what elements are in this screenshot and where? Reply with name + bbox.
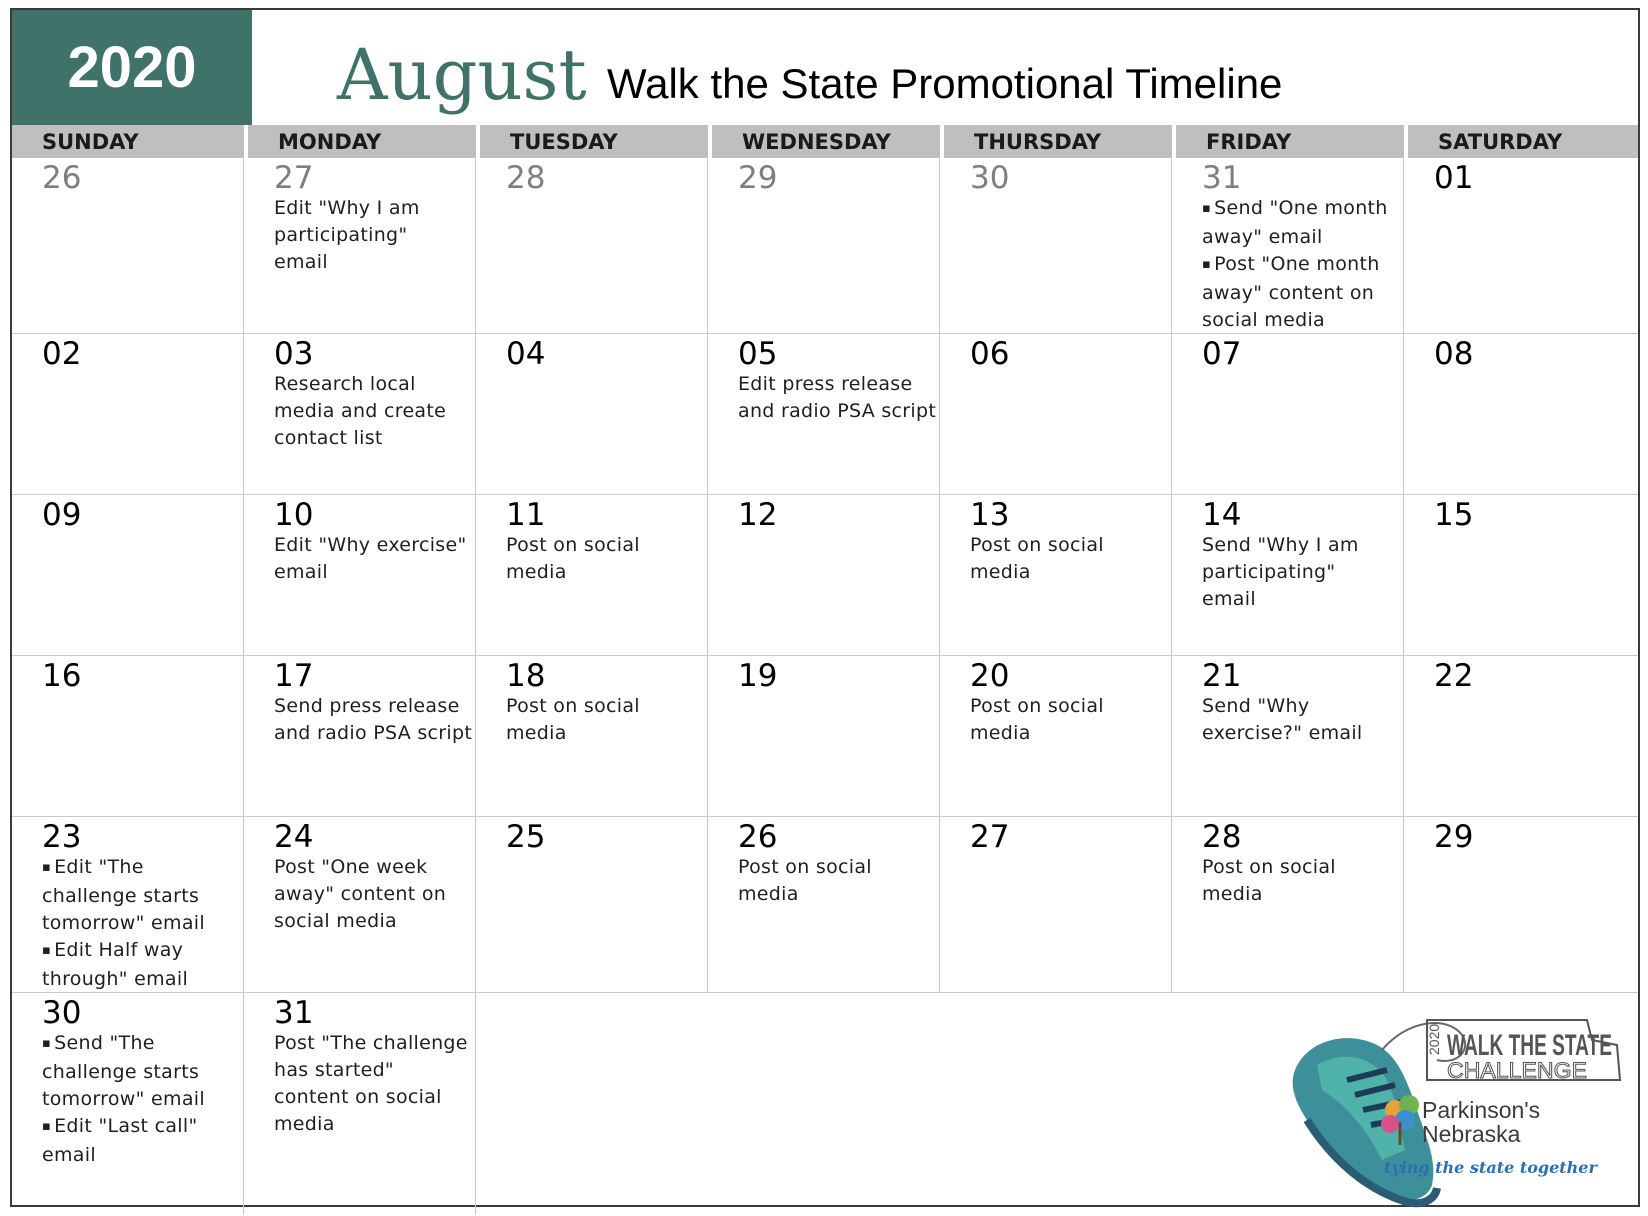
task-line: Edit "Why I am — [274, 197, 420, 219]
logo-tagline: tying the state together — [1384, 1158, 1597, 1177]
day-cell-sunday — [12, 158, 244, 334]
task-line: tomorrow" email — [42, 1088, 205, 1110]
day-number: 29 — [1434, 819, 1474, 855]
task-line: email — [42, 1144, 96, 1166]
task-line: participating" — [274, 224, 408, 246]
day-number: 28 — [1202, 819, 1242, 855]
day-cell-sunday — [12, 993, 244, 1215]
day-number: 20 — [970, 658, 1010, 694]
day-cell-tuesday — [476, 817, 708, 993]
task-line: Post on social — [970, 534, 1104, 556]
task-note — [1202, 854, 1403, 908]
weekday-header-monday: MONDAY — [244, 125, 476, 158]
task-line: media — [506, 561, 567, 583]
logo-org-line1: Parkinson's — [1422, 1097, 1541, 1123]
weekday-header-tuesday: TUESDAY — [476, 125, 708, 158]
day-cell-tuesday — [476, 656, 708, 817]
day-number: 26 — [738, 819, 778, 855]
page-title: Walk the State Promotional Timeline — [607, 60, 1283, 107]
day-cell-monday — [244, 495, 476, 656]
day-number: 26 — [42, 160, 82, 196]
task-note — [274, 1030, 475, 1138]
task-line: ▪ Send "One month — [1202, 195, 1403, 224]
day-number: 24 — [274, 819, 314, 855]
day-number: 29 — [738, 160, 778, 196]
task-line: Post "One week — [274, 856, 428, 878]
task-line: social media — [1202, 309, 1325, 331]
task-line: ▪ Edit "The — [42, 854, 243, 883]
task-line: Send "Why I am — [1202, 534, 1359, 556]
task-line: Post on social — [1202, 856, 1336, 878]
calendar-empty-cell — [708, 993, 940, 1215]
task-note — [506, 693, 707, 747]
month-title: August — [337, 34, 587, 116]
logo-title-text: WALK THE STATE — [1447, 1029, 1612, 1062]
task-line: away" email — [1202, 226, 1323, 248]
task-line: media — [274, 1113, 335, 1135]
task-line: media — [970, 722, 1031, 744]
weekday-header-friday: FRIDAY — [1172, 125, 1404, 158]
day-number: 18 — [506, 658, 546, 694]
task-note — [970, 532, 1171, 586]
task-line: Post on social — [738, 856, 872, 878]
day-cell-thursday — [940, 334, 1172, 495]
day-number: 14 — [1202, 497, 1242, 533]
task-line: media — [738, 883, 799, 905]
day-cell-sunday — [12, 334, 244, 495]
task-line: email — [274, 561, 328, 583]
task-note — [738, 854, 939, 908]
day-number: 23 — [42, 819, 82, 855]
day-cell-thursday — [940, 158, 1172, 334]
task-line: media — [1202, 883, 1263, 905]
day-cell-tuesday — [476, 495, 708, 656]
task-line: and radio PSA script — [738, 400, 937, 422]
day-cell-monday — [244, 817, 476, 993]
logo-challenge-text: CHALLENGE — [1447, 1058, 1587, 1083]
task-line: has started" — [274, 1059, 394, 1081]
task-note — [1202, 532, 1403, 613]
task-line: Send press release — [274, 695, 460, 717]
day-cell-wednesday — [708, 817, 940, 993]
task-line: tomorrow" email — [42, 912, 205, 934]
year-banner — [12, 10, 252, 125]
day-number: 19 — [738, 658, 778, 694]
logo-wordmark — [1426, 1020, 1620, 1083]
task-note — [274, 371, 475, 452]
day-number: 04 — [506, 336, 546, 372]
task-note — [42, 854, 243, 993]
task-line: ▪ Post "One month — [1202, 251, 1403, 280]
day-cell-friday — [1172, 495, 1404, 656]
task-note — [274, 195, 475, 276]
day-number: 07 — [1202, 336, 1242, 372]
task-note — [738, 371, 939, 425]
task-line: challenge starts — [42, 885, 200, 907]
task-line: challenge starts — [42, 1061, 200, 1083]
task-line: away" content on — [1202, 282, 1375, 304]
weekday-header-wednesday: WEDNESDAY — [708, 125, 940, 158]
task-line: Send "Why — [1202, 695, 1310, 717]
task-note — [42, 1030, 243, 1169]
day-cell-monday — [244, 158, 476, 334]
day-cell-wednesday — [708, 656, 940, 817]
walk-the-state-logo — [1287, 1010, 1642, 1210]
day-number: 05 — [738, 336, 778, 372]
task-note — [274, 854, 475, 935]
day-number: 15 — [1434, 497, 1474, 533]
day-cell-sunday — [12, 495, 244, 656]
day-cell-friday — [1172, 656, 1404, 817]
day-cell-wednesday — [708, 158, 940, 334]
day-number: 08 — [1434, 336, 1474, 372]
task-line: Post on social — [970, 695, 1104, 717]
task-note — [1202, 693, 1403, 747]
day-cell-saturday — [1404, 817, 1638, 993]
task-line: media — [506, 722, 567, 744]
day-number: 27 — [274, 160, 314, 196]
day-cell-sunday — [12, 817, 244, 993]
day-number: 17 — [274, 658, 314, 694]
task-line: media and create — [274, 400, 447, 422]
task-line: ▪ Edit Half way — [42, 937, 243, 966]
logo-org-line2: Nebraska — [1422, 1121, 1521, 1147]
day-number: 03 — [274, 336, 314, 372]
task-line: Edit press release — [738, 373, 913, 395]
task-note — [274, 532, 475, 586]
calendar-sheet — [10, 8, 1640, 1207]
weekday-header-sunday: SUNDAY — [12, 125, 244, 158]
day-number: 13 — [970, 497, 1010, 533]
task-note — [274, 693, 475, 747]
day-number: 30 — [42, 995, 82, 1031]
day-cell-thursday — [940, 495, 1172, 656]
task-line: Edit "Why exercise" — [274, 534, 467, 556]
weekday-header-thursday: THURSDAY — [940, 125, 1172, 158]
day-number: 28 — [506, 160, 546, 196]
year-label: 2020 — [67, 35, 197, 100]
day-cell-monday — [244, 334, 476, 495]
day-number: 01 — [1434, 160, 1474, 196]
task-line: ▪ Edit "Last call" — [42, 1113, 243, 1142]
day-cell-friday — [1172, 817, 1404, 993]
task-line: ▪ Send "The — [42, 1030, 243, 1059]
day-number: 22 — [1434, 658, 1474, 694]
calendar-empty-cell — [940, 993, 1172, 1215]
day-cell-wednesday — [708, 495, 940, 656]
task-line: contact list — [274, 427, 383, 449]
task-line: participating" — [1202, 561, 1336, 583]
day-number: 31 — [274, 995, 314, 1031]
day-number: 06 — [970, 336, 1010, 372]
task-line: Post on social — [506, 695, 640, 717]
day-cell-friday — [1172, 334, 1404, 495]
day-cell-saturday — [1404, 334, 1638, 495]
day-cell-saturday — [1404, 158, 1638, 334]
task-line: exercise?" email — [1202, 722, 1363, 744]
task-note — [506, 532, 707, 586]
task-line: social media — [274, 910, 397, 932]
task-line: Research local — [274, 373, 416, 395]
day-cell-monday — [244, 656, 476, 817]
task-line: through" email — [42, 968, 189, 990]
task-line: media — [970, 561, 1031, 583]
day-number: 31 — [1202, 160, 1242, 196]
task-note — [1202, 195, 1403, 334]
task-line: email — [1202, 588, 1256, 610]
day-cell-tuesday — [476, 334, 708, 495]
task-line: Post "The challenge — [274, 1032, 468, 1054]
task-line: and radio PSA script — [274, 722, 473, 744]
day-number: 30 — [970, 160, 1010, 196]
task-line: email — [274, 251, 328, 273]
day-number: 02 — [42, 336, 82, 372]
day-cell-saturday — [1404, 495, 1638, 656]
day-cell-wednesday — [708, 334, 940, 495]
day-cell-friday — [1172, 158, 1404, 334]
task-line: content on social — [274, 1086, 442, 1108]
day-cell-sunday — [12, 656, 244, 817]
logo-year-text: 2020 — [1426, 1023, 1442, 1055]
day-number: 27 — [970, 819, 1010, 855]
day-cell-saturday — [1404, 656, 1638, 817]
weekday-header-saturday: SATURDAY — [1404, 125, 1638, 158]
day-number: 21 — [1202, 658, 1242, 694]
day-cell-tuesday — [476, 158, 708, 334]
day-number: 10 — [274, 497, 314, 533]
day-number: 25 — [506, 819, 546, 855]
task-note — [970, 693, 1171, 747]
day-number: 16 — [42, 658, 82, 694]
calendar-empty-cell — [476, 993, 708, 1215]
day-cell-thursday — [940, 656, 1172, 817]
day-number: 12 — [738, 497, 778, 533]
day-cell-thursday — [940, 817, 1172, 993]
day-number: 11 — [506, 497, 546, 533]
task-line: away" content on — [274, 883, 447, 905]
day-number: 09 — [42, 497, 82, 533]
day-cell-monday — [244, 993, 476, 1215]
task-line: Post on social — [506, 534, 640, 556]
